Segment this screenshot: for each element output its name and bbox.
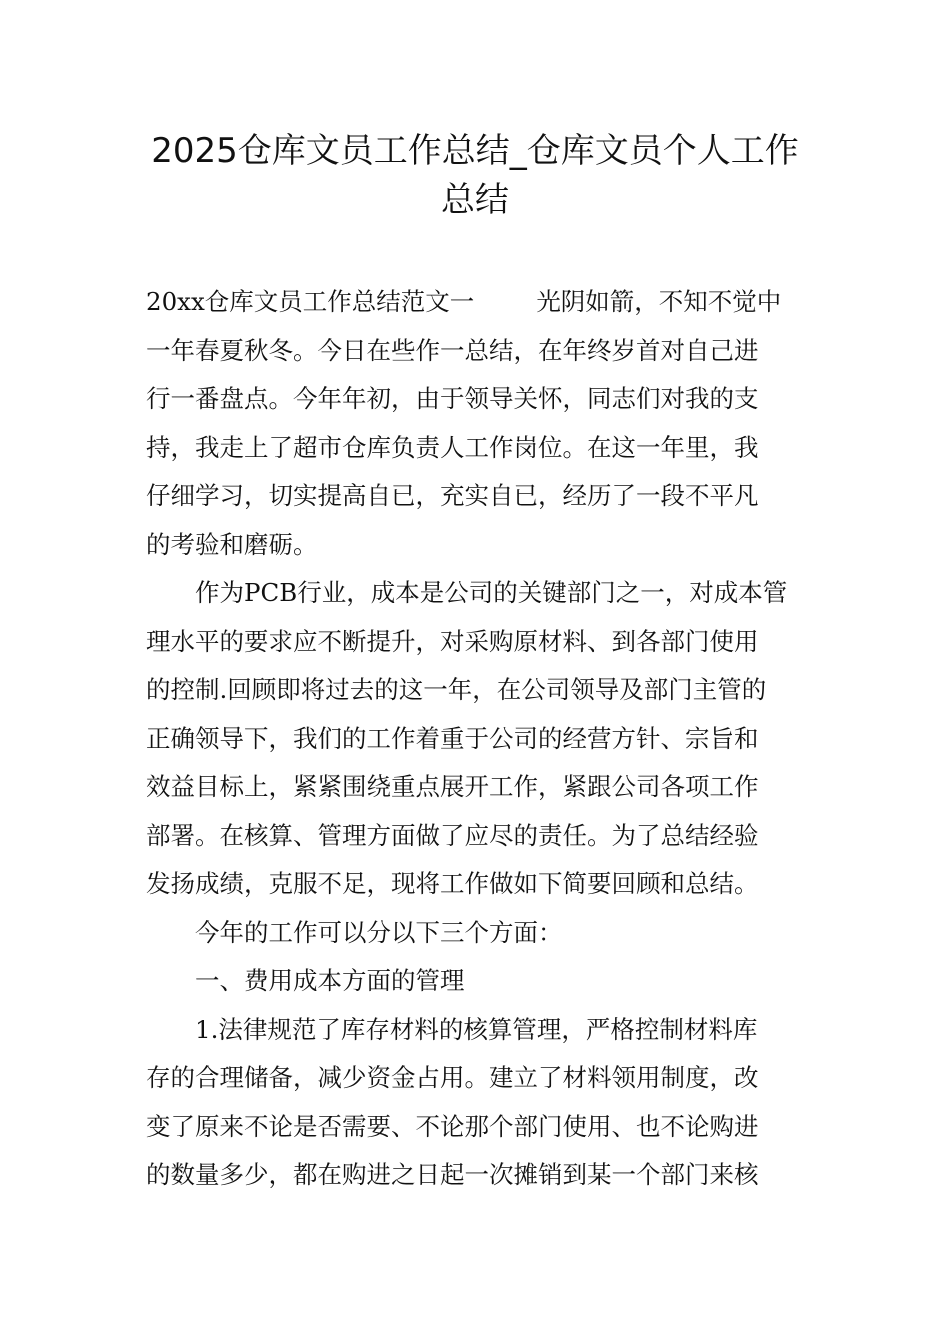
paragraph-line: 变了原来不论是否需要、不论那个部门使用、也不论购进 — [146, 1111, 759, 1141]
paragraph-intro — [146, 278, 812, 569]
paragraph-line: 一年春夏秋冬。今日在些作一总结，在年终岁首对自己进 — [146, 335, 759, 365]
paragraph-line: 今年的工作可以分以下三个方面： — [195, 917, 563, 947]
paragraph-line: 理水平的要求应不断提升，对采购原材料、到各部门使用 — [146, 626, 759, 656]
paragraph-text: 光阴如箭，不知不觉中 — [536, 287, 782, 316]
paragraph-line: 1.法律规范了库存材料的核算管理，严格控制材料库 — [195, 1014, 758, 1044]
paragraph-line: 部署。在核算、管理方面做了应尽的责任。为了总结经验 — [146, 820, 759, 850]
section-heading: 20xx仓库文员工作总结范文一 — [146, 287, 475, 316]
paragraph-line — [146, 278, 812, 327]
paragraph-item-1 — [146, 1006, 812, 1200]
paragraph-line: 仔细学习，切实提高自已，充实自已，经历了一段不平凡 — [146, 481, 759, 510]
paragraph-aspects — [146, 909, 812, 958]
paragraph-line: 行一番盘点。今年年初，由于领导关怀，同志们对我的支 — [146, 384, 759, 413]
paragraph-line: 存的合理储备，减少资金占用。建立了材料领用制度，改 — [146, 1063, 759, 1092]
paragraph-line: 一、费用成本方面的管理 — [195, 966, 465, 995]
paragraph-line: 正确领导下，我们的工作着重于公司的经营方针、宗旨和 — [146, 723, 759, 753]
paragraph-line: 发扬成绩，克服不足，现将工作做如下简要回顾和总结。 — [146, 869, 759, 898]
section-heading-cost — [146, 957, 812, 1006]
document-body — [146, 278, 812, 1200]
paragraph-pcb — [146, 569, 812, 909]
paragraph-line: 持，我走上了超市仓库负责人工作岗位。在这一年里，我 — [146, 432, 759, 462]
paragraph-line: 的考验和磨砺。 — [146, 529, 318, 559]
title-line-2: 总结 — [441, 179, 509, 220]
paragraph-line: 作为PCB行业，成本是公司的关键部门之一，对成本管 — [195, 578, 788, 607]
paragraph-line: 的控制.回顾即将过去的这一年，在公司领导及部门主管的 — [146, 675, 767, 704]
paragraph-line: 的数量多少，都在购进之日起一次摊销到某一个部门来核 — [146, 1160, 759, 1189]
document-title — [140, 126, 810, 223]
title-line-1: 2025仓库文员工作总结_仓库文员个人工作 — [151, 131, 799, 171]
paragraph-line: 效益目标上，紧紧围绕重点展开工作，紧跟公司各项工作 — [146, 772, 759, 801]
